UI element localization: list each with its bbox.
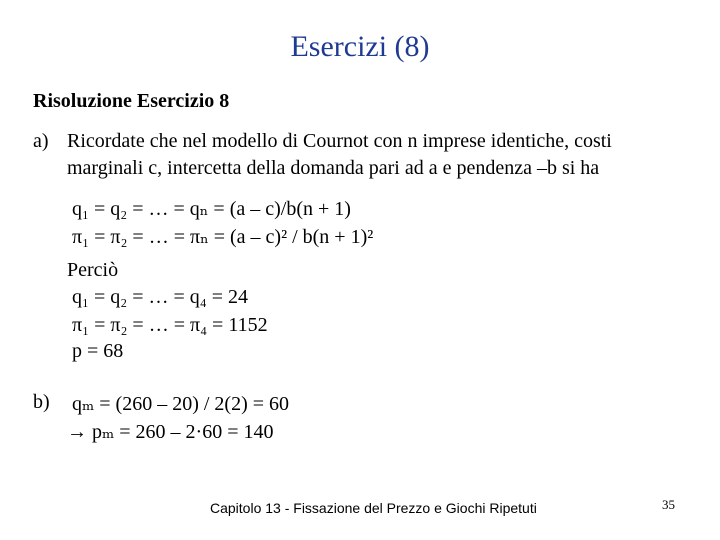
result-price: p = 68 xyxy=(72,340,124,362)
result-quantity: q₁ = q₂ = … = q₄ = 24 xyxy=(72,286,249,308)
formula-quantity: q₁ = q₂ = … = qₙ = (a – c)/b(n + 1) xyxy=(72,198,351,220)
part-b-marker: b) xyxy=(33,391,50,413)
page-number: 35 xyxy=(662,497,675,512)
part-a-text-line-2: marginali c, intercetta della domanda pari ad a e pendenza –b si ha xyxy=(67,157,600,179)
part-a-marker: a) xyxy=(33,130,49,152)
part-a-text-line-1: Ricordate che nel modello di Cournot con n imprese identiche, costi xyxy=(67,130,612,152)
footer-text: Capitolo 13 - Fissazione del Prezzo e Giochi Ripetuti xyxy=(210,500,537,516)
section-heading: Risoluzione Esercizio 8 xyxy=(33,90,230,112)
part-b-price: → pₘ = 260 – 2·60 = 140 xyxy=(67,421,274,443)
result-profit: π₁ = π₂ = … = π₄ = 1152 xyxy=(72,314,268,336)
part-b-quantity: qₘ = (260 – 20) / 2(2) = 60 xyxy=(72,393,290,415)
formula-profit: π₁ = π₂ = … = πₙ = (a – c)² / b(n + 1)² xyxy=(72,226,374,248)
perciò-label: Perciò xyxy=(67,259,119,281)
slide-title: Esercizi (8) xyxy=(290,30,430,63)
